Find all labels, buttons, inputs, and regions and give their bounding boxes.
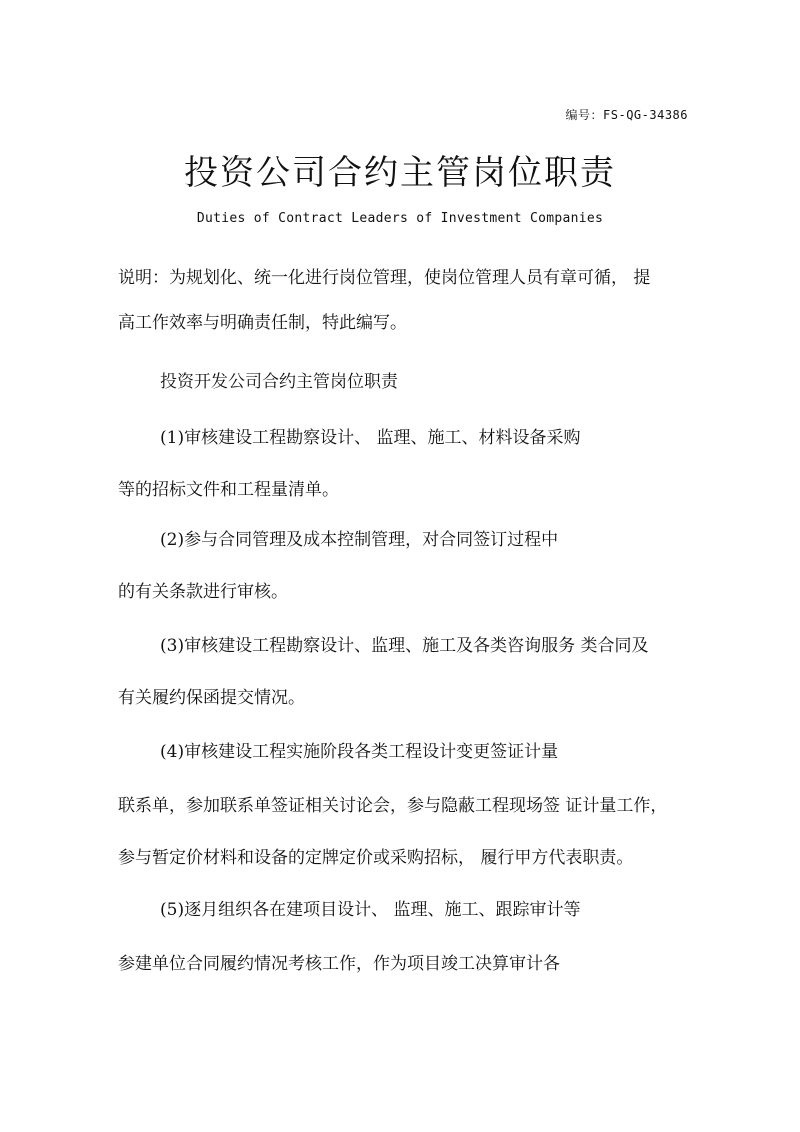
section-heading: 投资开发公司合约主管岗位职责: [160, 372, 398, 392]
item-5-line-2: 参建单位合同履约情况考核工作，作为项目竣工决算审计各: [118, 954, 560, 974]
item-4-line-2: 联系单，参加联系单签证相关讨论会，参与隐蔽工程现场签 证计量工作，: [118, 796, 668, 816]
item-1-line-1: (1)审核建设工程勘察设计、 监理、施工、材料设备采购: [160, 428, 581, 448]
item-3-line-1: (3)审核建设工程勘察设计、监理、施工及各类咨询服务 类合同及: [160, 636, 649, 656]
intro-line-1: 说明：为规划化、统一化进行岗位管理，使岗位管理人员有章可循， 提: [118, 268, 651, 288]
document-number: 编号：FS-QG-34386: [565, 108, 688, 122]
item-1-line-2: 等的招标文件和工程量清单。: [118, 480, 339, 500]
item-2-line-2: 的有关条款进行审核。: [118, 582, 288, 602]
item-3-line-2: 有关履约保函提交情况。: [118, 688, 305, 708]
item-4-line-1: (4)审核建设工程实施阶段各类工程设计变更签证计量: [160, 742, 559, 762]
item-5-line-1: (5)逐月组织各在建项目设计、 监理、施工、跟踪审计等: [160, 900, 581, 920]
intro-line-2: 高工作效率与明确责任制，特此编写。: [118, 313, 407, 333]
english-subtitle: Duties of Contract Leaders of Investment Companies: [196, 211, 604, 226]
page-title: 投资公司合约主管岗位职责: [184, 153, 616, 193]
item-4-line-3: 参与暂定价材料和设备的定牌定价或采购招标， 履行甲方代表职责。: [118, 848, 634, 868]
item-2-line-1: (2)参与合同管理及成本控制管理，对合同签订过程中: [160, 530, 559, 550]
